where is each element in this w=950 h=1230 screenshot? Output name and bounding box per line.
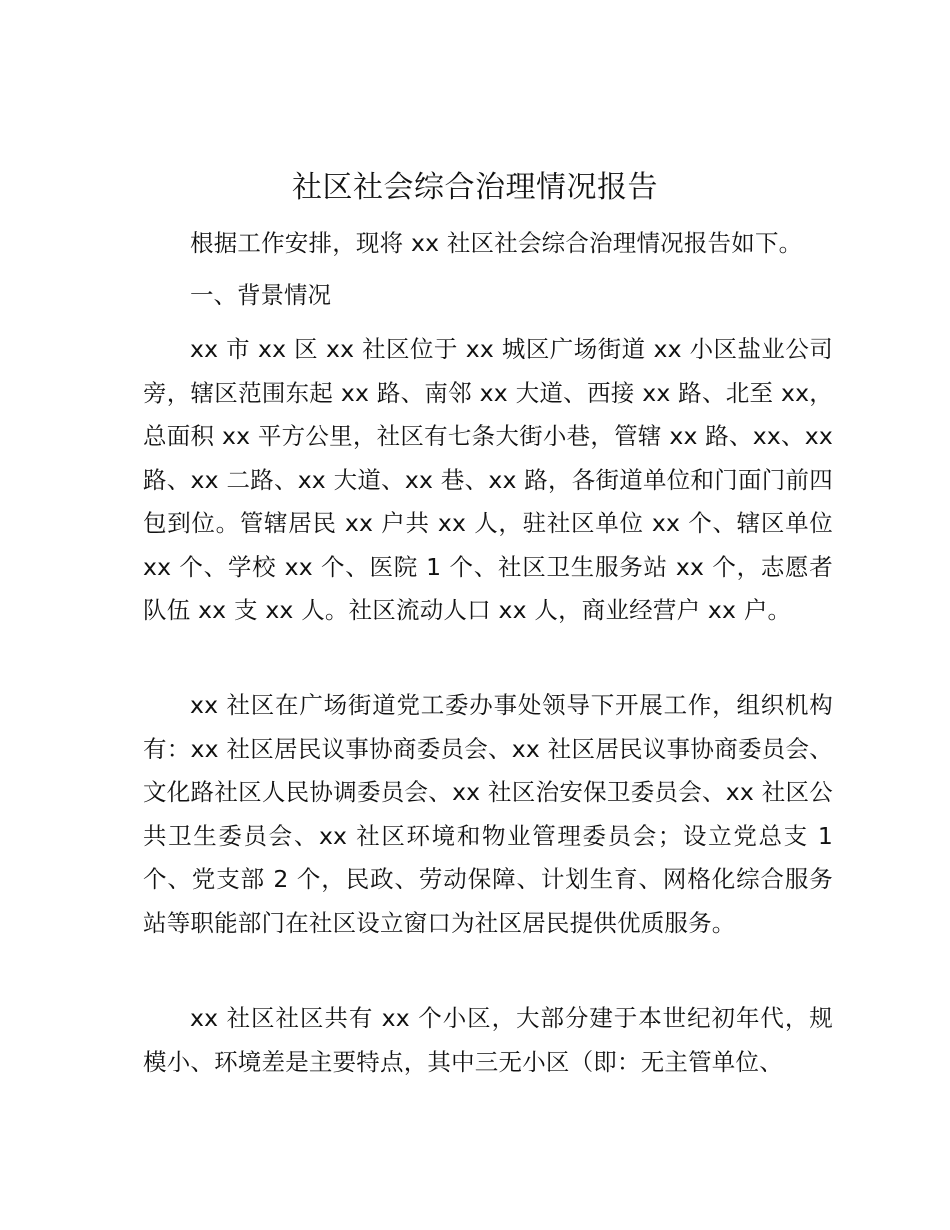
body-paragraph: xx 社区社区共有 xx 个小区，大部分建于本世纪初年代，规模小、环境差是主要特点，其中三无小区（即：无主管单位、 — [143, 1004, 833, 1076]
section-heading: 一、背景情况 — [190, 281, 331, 309]
body-paragraph: xx 社区在广场街道党工委办事处领导下开展工作，组织机构有：xx 社区居民议事协商委员会、xx 社区居民议事协商委员会、文化路社区人民协调委员会、xx 社区治安保卫委员会、xx 社区公共卫生委员会、xx 社区环境和物业管理委员会；设立党总支 1 个、党支部 2 个，民政、劳动保障、计划生育、网格化综合服务站等职能部门在社区设立窗口为社区居民提供优质服务。 — [143, 691, 833, 937]
document-title: 社区社会综合治理情况报告 — [292, 170, 658, 205]
intro-paragraph: 根据工作安排，现将 xx 社区社会综合治理情况报告如下。 — [190, 229, 803, 257]
body-paragraph: xx 市 xx 区 xx 社区位于 xx 城区广场街道 xx 小区盐业公司旁，辖区范围东起 xx 路、南邻 xx 大道、西接 xx 路、北至 xx，总面积 xx 平方公里，社区有七条大街小巷，管辖 xx 路、xx、xx 路、xx 二路、xx 大道、xx 巷、xx 路，各街道单位和门面门前四包到位。管辖居民 xx 户共 xx 人，驻社区单位 xx 个、辖区单位 xx 个、学校 xx 个、医院 1 个、社区卫生服务站 xx 个，志愿者队伍 xx 支 xx 人。社区流动人口 xx 人，商业经营户 xx 户。 — [143, 335, 833, 624]
